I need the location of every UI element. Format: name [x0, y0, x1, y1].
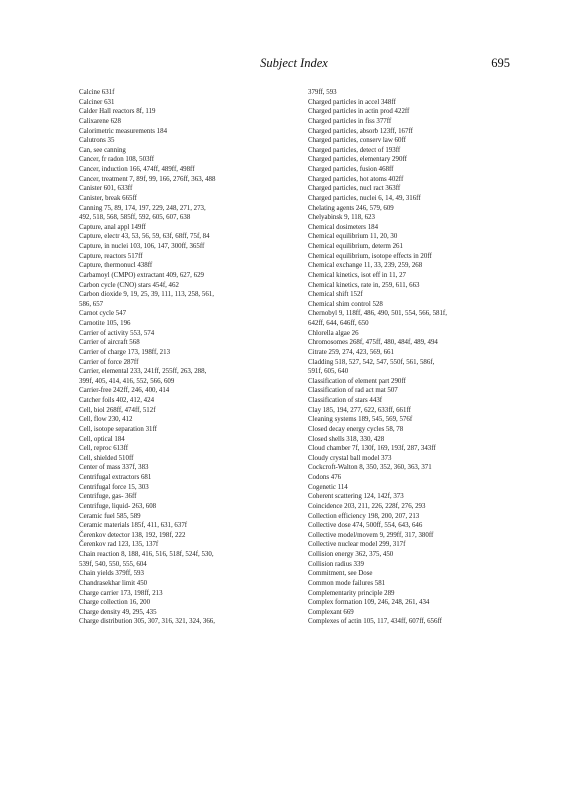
- index-entry: Cloudy crystal ball model 373: [308, 454, 392, 462]
- index-entry: Common mode failures 581: [308, 579, 386, 587]
- index-entry: Charged particles, conserv law 60ff: [308, 137, 406, 145]
- index-entry: Collective model/movem 9, 299ff, 317, 380ff: [308, 531, 434, 539]
- page-title: Subject Index: [260, 56, 328, 70]
- index-entry: Canning 75, 89, 174, 197, 229, 248, 271, 273,: [79, 204, 206, 212]
- index-entry: Collision energy 362, 375, 450: [308, 551, 394, 558]
- index-entry: Cancer, induction 166, 474ff, 489ff, 498ff: [79, 166, 195, 173]
- index-entry: Charge carrier 173, 198ff, 213: [79, 589, 163, 597]
- index-entry: Cell, biol 268ff, 474ff, 512f: [79, 406, 156, 414]
- index-entry: Charge distribution 305, 307, 316, 321, 324, 366,: [79, 618, 215, 626]
- index-column-left: [79, 88, 304, 627]
- index-entry: Coherent scattering 124, 142f, 373: [308, 493, 404, 501]
- index-entry: Citrate 259, 274, 423, 569, 661: [308, 348, 394, 356]
- index-entry: Charged particles, detect of 193ff: [308, 146, 401, 154]
- index-entry: 642ff, 644, 646ff, 650: [308, 320, 369, 327]
- index-entry: Collective dose 474, 500ff, 554, 643, 646: [308, 522, 423, 530]
- index-entry: Closed shells 318, 330, 428: [308, 435, 385, 443]
- index-entry: Chernobyl 9, 118ff, 486, 490, 501, 554, 566, 581f,: [308, 310, 447, 318]
- index-entry: Clay 185, 194, 277, 622, 633ff, 661ff: [308, 406, 411, 414]
- index-entry: Carbon cycle (CNO) stars 454f, 462: [79, 281, 179, 289]
- index-entry: Charged particles, hot atoms 402ff: [308, 175, 404, 183]
- index-entry: Center of mass 337f, 383: [79, 464, 149, 472]
- index-entry: Chlorella algae 26: [308, 329, 359, 337]
- index-entry: Calorimetric measurements 184: [79, 127, 168, 135]
- index-entry: Capture, anal appl 149ff: [79, 223, 146, 231]
- index-entry: Calder Hall reactors 8f, 119: [79, 108, 156, 116]
- index-entry: 586, 657: [79, 300, 104, 308]
- index-entry: Chemical shim control 528: [308, 300, 383, 308]
- index-entry: Complexant 669: [308, 608, 354, 616]
- index-entry: Čerenkov rad 123, 135, 137f: [79, 541, 159, 549]
- index-entry: Centrifugal extractors 681: [79, 474, 152, 481]
- index-entry: Charge density 49, 295, 435: [79, 608, 157, 616]
- index-entry: Chemical equilibrium 11, 20, 30: [308, 233, 398, 241]
- index-entry: Carrier, elemental 233, 241ff, 255ff, 263, 288,: [79, 368, 207, 376]
- index-entry: Capture, reactors 517ff: [79, 252, 143, 260]
- index-entry: Carrier of force 287ff: [79, 358, 139, 366]
- index-entry: Catcher foils 402, 412, 424: [79, 397, 155, 404]
- index-entry: Cogenetic 114: [308, 483, 348, 491]
- index-entry: Chromosomes 268f, 475ff, 480, 484f, 489, 494: [308, 339, 438, 347]
- index-entry: Carrier of charge 173, 198ff, 213: [79, 348, 171, 356]
- index-entry: Chemical equilibrium, isotope effects in 20ff: [308, 252, 432, 260]
- index-entry: Can, see canning: [79, 146, 126, 154]
- index-entry: Commitment, see Dose: [308, 570, 373, 578]
- index-entry: Chelyabinsk 9, 118, 623: [308, 214, 375, 222]
- index-entry: Chemical kinetics, rate in, 259, 611, 663: [308, 281, 420, 289]
- index-entry: Chemical dosimeters 184: [308, 223, 379, 231]
- index-entry: Complementarity principle 289: [308, 589, 395, 597]
- index-entry: Collective nuclear model 299, 317f: [308, 541, 406, 549]
- index-entry: Calixarene 628: [79, 117, 121, 125]
- index-entry: Centrifuge, gas- 36ff: [79, 493, 137, 501]
- index-entry: Čerenkov detector 138, 192, 198f, 222: [79, 531, 186, 539]
- index-entry: Coincidence 203, 211, 226, 228f, 276, 293: [308, 502, 426, 510]
- index-entry: Charged particles in fiss 377ff: [308, 117, 392, 125]
- index-entry: Calcine 631f: [79, 89, 115, 96]
- index-entry: Capture, electr 43, 53, 56, 59, 63f, 68ff, 75f, 84: [79, 233, 210, 241]
- index-entry: Ceramic materials 185f, 411, 631, 637f: [79, 522, 188, 530]
- index-entry: Carrier of aircraft 568: [79, 339, 140, 347]
- index-entry: Capture, in nuclei 103, 106, 147, 300ff, 365ff: [79, 243, 205, 250]
- index-entry: Chelating agents 246, 579, 609: [308, 204, 394, 212]
- index-entry: Centrifugal force 15, 303: [79, 483, 149, 491]
- index-entry: 539f, 540, 550, 555, 604: [79, 560, 147, 568]
- index-entry: Chemical equilibrium, determ 261: [308, 243, 403, 250]
- index-entry: Charged particles in actin prod 422ff: [308, 108, 410, 116]
- index-entry: 379ff, 593: [308, 89, 337, 96]
- index-entry: Charged particles, absorb 123ff, 167ff: [308, 127, 413, 135]
- index-entry: Charged particles, nuclei 6, 14, 49, 316ff: [308, 194, 421, 202]
- index-entry: Centrifuge, liquid- 263, 608: [79, 502, 157, 510]
- index-entry: Calutrons 35: [79, 137, 115, 145]
- index-entry: 492, 518, 568, 585ff, 592, 605, 607, 638: [79, 214, 191, 222]
- index-entry: Cancer, fr radon 108, 503ff: [79, 156, 154, 164]
- index-entry: 399f, 405, 414, 416, 552, 566, 609: [79, 377, 175, 385]
- index-entry: Chemical kinetics, isot eff in 11, 27: [308, 271, 406, 279]
- index-entry: Classification of element part 290ff: [308, 377, 406, 385]
- index-entry: Cancer, treatment 7, 89f, 99, 166, 276ff, 363, 488: [79, 175, 216, 183]
- index-entry: Carrier-free 242ff, 246, 400, 414: [79, 387, 170, 395]
- index-entry: Cladding 518, 527, 542, 547, 550f, 561, 586f,: [308, 358, 435, 366]
- index-entry: Cell, optical 184: [79, 435, 125, 443]
- index-entry: Classification of rad act mat 507: [308, 387, 398, 395]
- index-entry: Cloud chamber 7f, 130f, 169, 193f, 287, 343ff: [308, 445, 436, 453]
- index-entry: Collection efficiency 198, 200, 207, 213: [308, 512, 420, 520]
- index-entry: Cell, isotope separation 31ff: [79, 425, 157, 433]
- index-entry: Charged particles in accel 348ff: [308, 98, 396, 106]
- index-entry: Cockcroft-Walton 8, 350, 352, 360, 363, 371: [308, 464, 432, 472]
- index-entry: Carnotite 105, 196: [79, 320, 131, 327]
- index-entry: Carbon dioxide 9, 19, 25, 39, 111, 113, 258, 561,: [79, 291, 214, 299]
- index-entry: Cell, reproc 613ff: [79, 445, 129, 453]
- page-number: 695: [491, 56, 510, 70]
- index-entry: Closed decay energy cycles 58, 78: [308, 425, 404, 433]
- index-entry: 591f, 605, 640: [308, 368, 349, 376]
- index-entry: Charged particles, fusion 468ff: [308, 166, 394, 173]
- index-entry: Chain yields 379ff, 593: [79, 570, 144, 578]
- index-entry: Charge collection 16, 200: [79, 599, 151, 607]
- index-entry: Capture, thermonucl 438ff: [79, 262, 153, 270]
- index-entry: Chain reaction 8, 188, 416, 516, 518f, 524f, 530,: [79, 551, 214, 558]
- index-entry: Codons 476: [308, 474, 342, 481]
- index-entry: Collision radius 339: [308, 560, 364, 568]
- index-column-right: [308, 88, 533, 627]
- index-entry: Canister 601, 633ff: [79, 185, 133, 193]
- index-entry: Chemical shift 152f: [308, 291, 363, 299]
- index-entry: Carnot cycle 547: [79, 310, 127, 318]
- index-entry: Classification of stars 443f: [308, 397, 383, 404]
- index-entry: Cell, shielded 510ff: [79, 454, 134, 462]
- index-entry: Charged particles, elementary 290ff: [308, 156, 407, 164]
- index-entry: Calciner 631: [79, 98, 115, 106]
- index-entry: Ceramic fuel 585, 589: [79, 512, 141, 520]
- index-entry: Complex formation 109, 246, 248, 261, 434: [308, 599, 430, 607]
- page-header: [0, 56, 588, 76]
- index-entry: Complexes of actin 105, 117, 434ff, 607ff, 656ff: [308, 618, 442, 626]
- index-entry: Canister, break 665ff: [79, 194, 137, 202]
- index-entry: Chemical exchange 11, 33, 239, 259, 268: [308, 262, 423, 270]
- index-entry: Carrier of activity 553, 574: [79, 329, 155, 337]
- index-entry: Carbamoyl (CMPO) extractant 409, 627, 629: [79, 271, 204, 279]
- index-entry: Chandrasekhar limit 450: [79, 579, 148, 587]
- index-entry: Charged particles, nucl ract 363ff: [308, 185, 401, 193]
- index-entry: Cleaning systems 189, 545, 569, 576f: [308, 416, 413, 424]
- index-entry: Cell, flow 230, 412: [79, 416, 133, 424]
